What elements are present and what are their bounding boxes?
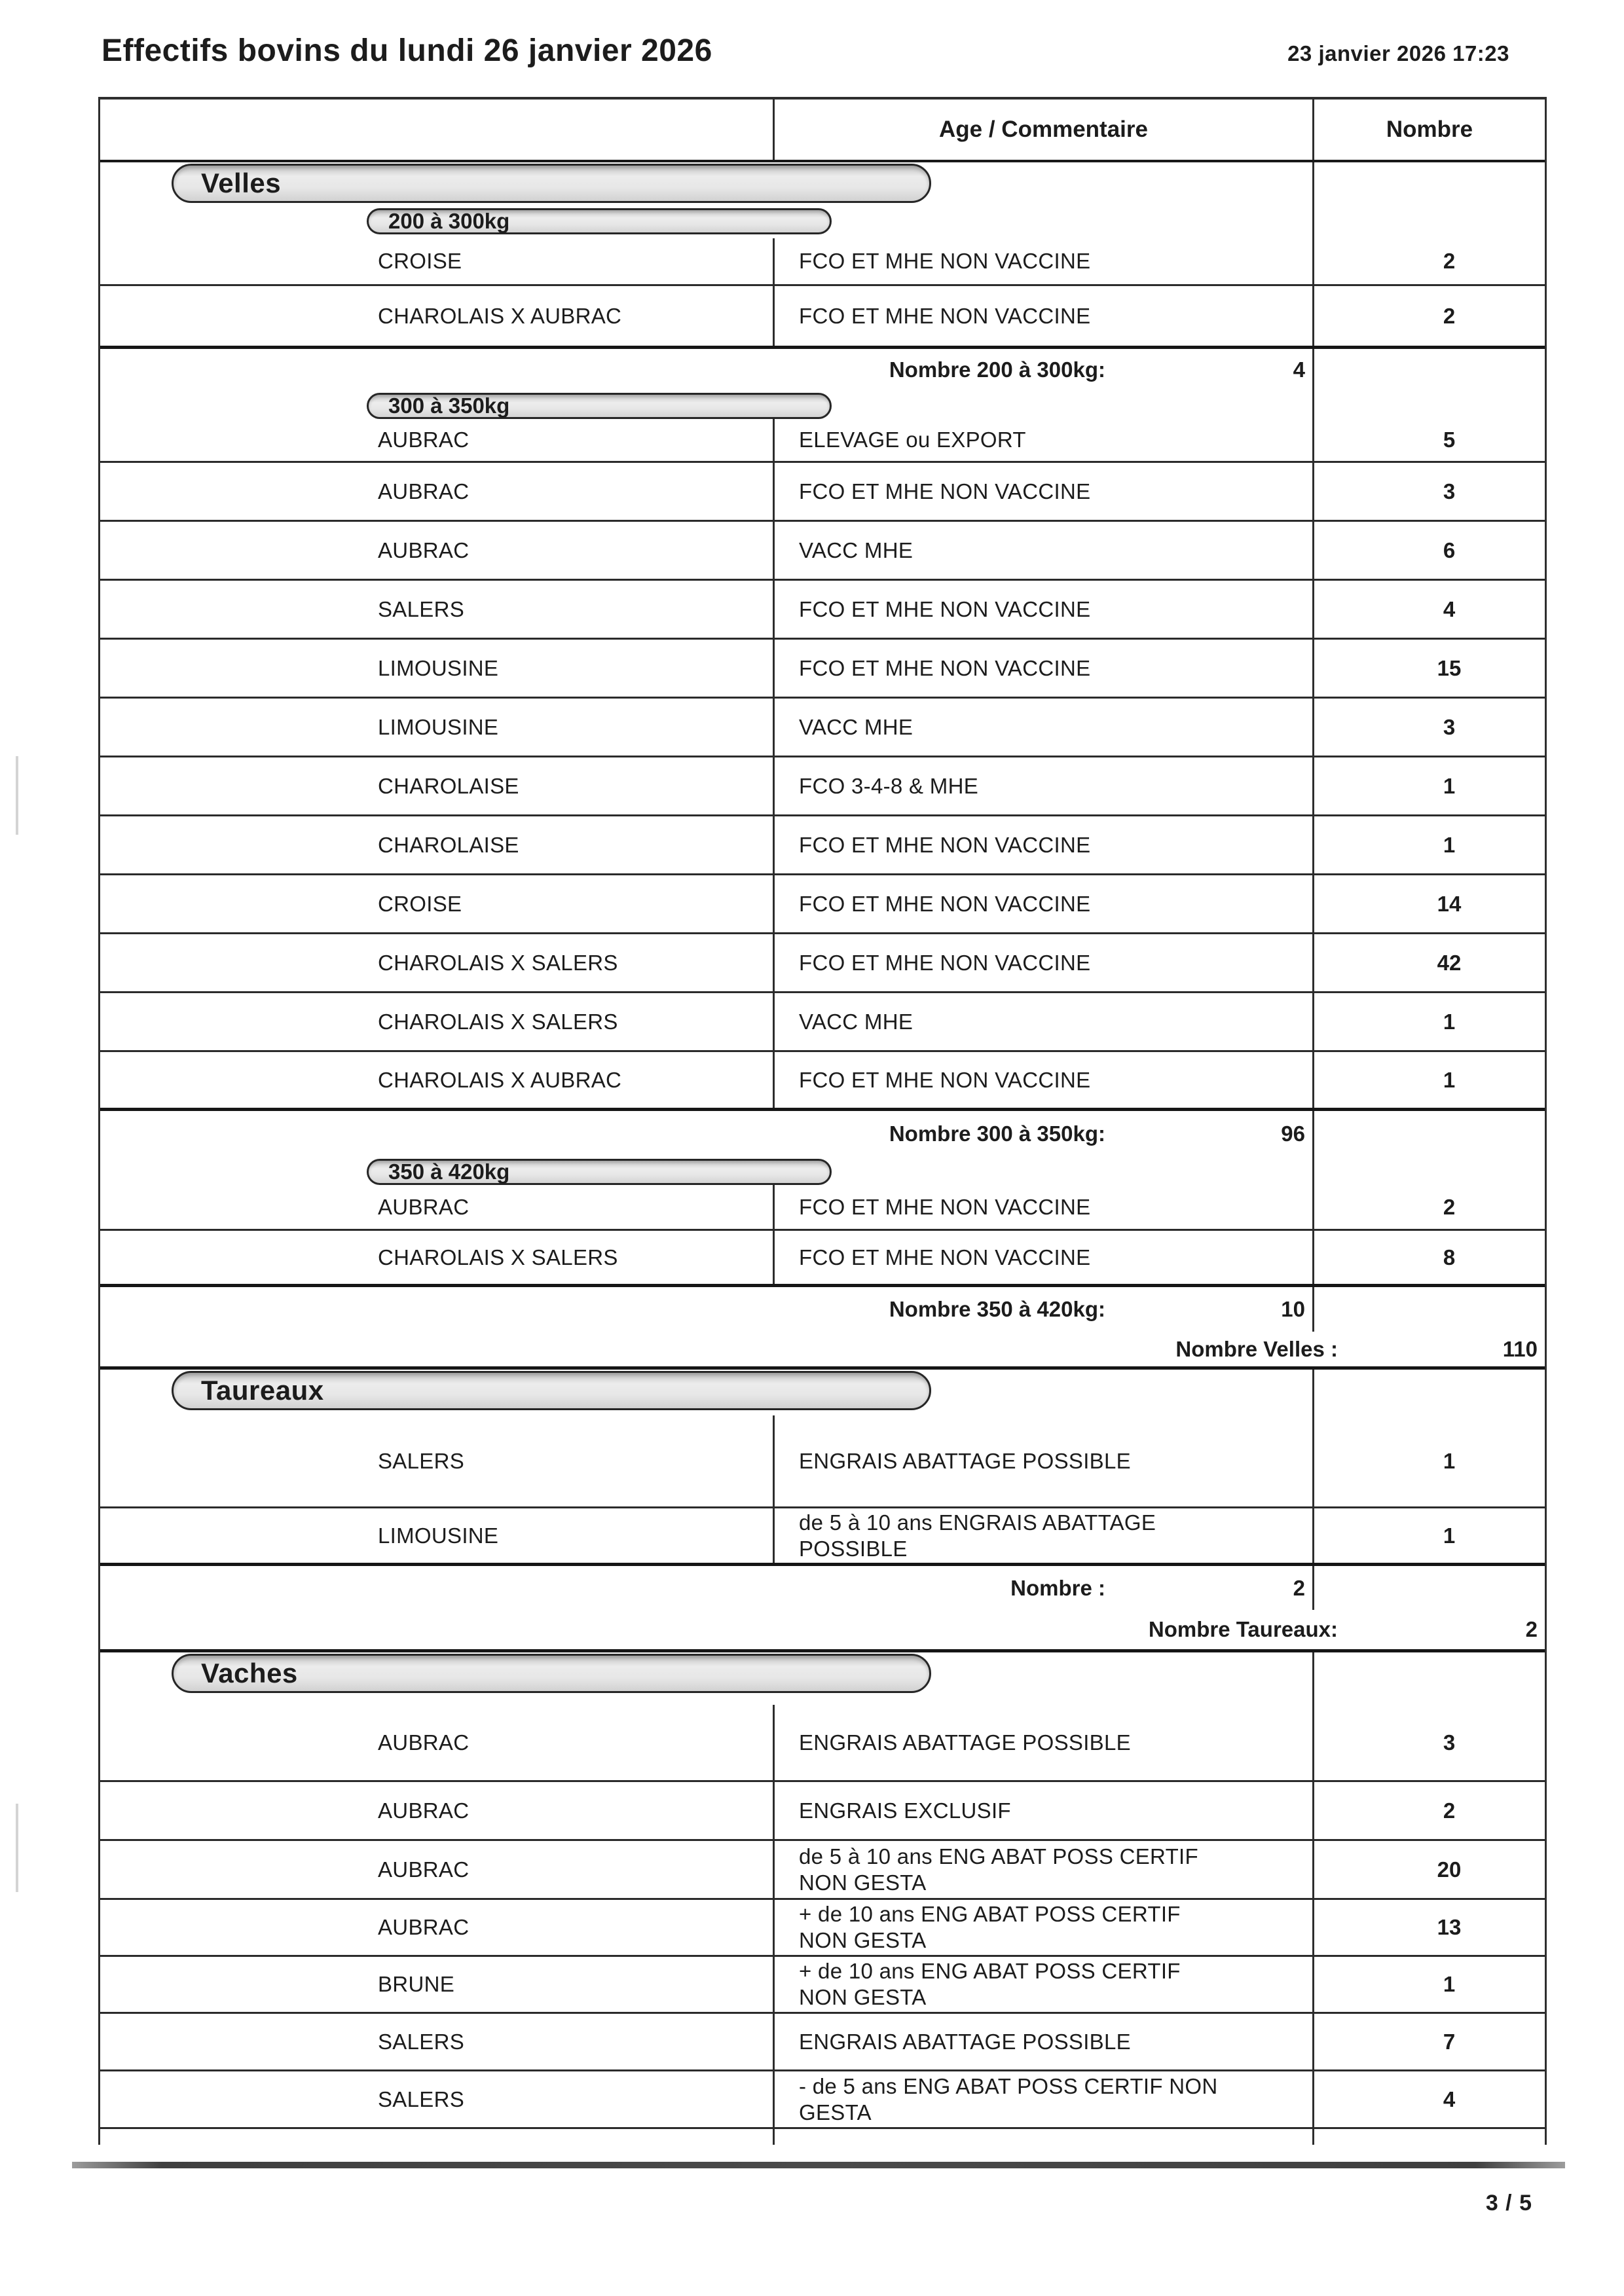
table-row bbox=[100, 419, 1545, 463]
count-cell: 13 bbox=[1312, 1900, 1545, 1955]
count-cell-empty bbox=[1312, 1287, 1545, 1332]
subtotal-row bbox=[100, 1566, 1545, 1610]
breed-cell: AUBRAC bbox=[378, 1915, 470, 1939]
page-number: 3 / 5 bbox=[1485, 2191, 1532, 2215]
header-cell-count: Nombre bbox=[1312, 100, 1545, 160]
breed-cell: AUBRAC bbox=[378, 1857, 470, 1882]
count-cell-empty bbox=[1312, 1566, 1545, 1610]
comment-cell: ENGRAIS EXCLUSIF bbox=[773, 1782, 1312, 1839]
breed-cell: AUBRAC bbox=[378, 479, 470, 503]
table-row bbox=[100, 993, 1545, 1052]
count-cell: 1 bbox=[1312, 816, 1545, 873]
subtotal-row bbox=[100, 1332, 1545, 1370]
comment-cell: VACC MHE bbox=[773, 993, 1312, 1050]
page-title: Effectifs bovins du lundi 26 janvier 2026 bbox=[101, 33, 712, 68]
breed-cell: AUBRAC bbox=[378, 1194, 470, 1219]
count-cell-empty bbox=[1312, 1370, 1545, 1415]
breed-cell: CROISE bbox=[378, 249, 462, 273]
breed-cell: AUBRAC bbox=[378, 538, 470, 562]
print-timestamp: 23 janvier 2026 17:23 bbox=[1287, 41, 1509, 65]
table-row bbox=[100, 1508, 1545, 1566]
count-cell: 2 bbox=[1312, 1185, 1545, 1229]
breed-cell: CHAROLAIS X SALERS bbox=[378, 1245, 618, 1269]
stub-cell bbox=[773, 2129, 1312, 2145]
breed-cell: CHAROLAISE bbox=[378, 832, 519, 857]
comment-cell: FCO ET MHE NON VACCINE bbox=[773, 875, 1312, 932]
subtotal-cell bbox=[100, 1332, 1545, 1366]
subtotal-row bbox=[100, 1287, 1545, 1332]
section-pill: Velles bbox=[172, 164, 931, 203]
table-row bbox=[100, 1841, 1545, 1900]
subtotal-row bbox=[100, 349, 1545, 390]
section-header-row bbox=[100, 390, 1545, 419]
breed-cell: AUBRAC bbox=[378, 428, 470, 452]
breed-cell: LIMOUSINE bbox=[378, 714, 499, 739]
breed-cell: AUBRAC bbox=[378, 1730, 470, 1755]
subtotal-value: 2 bbox=[1525, 1617, 1538, 1641]
scan-artifact bbox=[16, 1804, 18, 1892]
breed-cell: CHAROLAIS X AUBRAC bbox=[378, 1067, 622, 1092]
comment-cell: FCO ET MHE NON VACCINE bbox=[773, 1185, 1312, 1229]
breed-cell: CHAROLAIS X SALERS bbox=[378, 1009, 618, 1034]
subtotal-value: 2 bbox=[1293, 1575, 1305, 1600]
count-cell: 1 bbox=[1312, 1957, 1545, 2012]
subtotal-cell bbox=[100, 1287, 1312, 1332]
subtotal-value: 110 bbox=[1502, 1336, 1538, 1361]
table-row bbox=[100, 581, 1545, 640]
breed-cell: SALERS bbox=[378, 2029, 465, 2054]
comment-cell: FCO ET MHE NON VACCINE bbox=[773, 1231, 1312, 1284]
comment-cell: FCO ET MHE NON VACCINE bbox=[773, 286, 1312, 346]
table-row bbox=[100, 1415, 1545, 1508]
comment-cell: de 5 à 10 ans ENGRAIS ABATTAGE POSSIBLE bbox=[773, 1508, 1312, 1563]
subtotal-cell bbox=[100, 1111, 1312, 1156]
section-pill: Taureaux bbox=[172, 1371, 931, 1410]
section-header-cell bbox=[100, 1156, 1312, 1185]
section-header-cell bbox=[100, 1652, 1312, 1705]
subtotal-label: Nombre : bbox=[1010, 1575, 1105, 1600]
count-cell: 1 bbox=[1312, 993, 1545, 1050]
subtotal-cell bbox=[100, 1610, 1545, 1649]
table-row bbox=[100, 1900, 1545, 1957]
table-row bbox=[100, 1705, 1545, 1782]
count-cell-empty bbox=[1312, 162, 1545, 206]
count-cell: 3 bbox=[1312, 463, 1545, 520]
subtotal-value: 10 bbox=[1281, 1297, 1305, 1321]
subtotal-label: Nombre 300 à 350kg: bbox=[889, 1121, 1105, 1146]
table-row bbox=[100, 816, 1545, 875]
breed-cell: AUBRAC bbox=[378, 1798, 470, 1823]
count-cell: 20 bbox=[1312, 1841, 1545, 1898]
comment-cell: VACC MHE bbox=[773, 699, 1312, 756]
count-cell-empty bbox=[1312, 1111, 1545, 1156]
count-cell: 6 bbox=[1312, 522, 1545, 579]
subtotal-label: Nombre Velles : bbox=[1175, 1336, 1338, 1361]
table-row bbox=[100, 238, 1545, 286]
count-cell: 3 bbox=[1312, 699, 1545, 756]
table-row bbox=[100, 1782, 1545, 1841]
section-header-row bbox=[100, 1156, 1545, 1185]
table-row bbox=[100, 1957, 1545, 2014]
table-row bbox=[100, 286, 1545, 349]
table-row bbox=[100, 2014, 1545, 2071]
stub-cell bbox=[100, 2129, 773, 2145]
comment-cell: FCO ET MHE NON VACCINE bbox=[773, 1052, 1312, 1108]
table-header-row bbox=[100, 100, 1545, 162]
breed-cell: CHAROLAISE bbox=[378, 773, 519, 798]
table-row bbox=[100, 522, 1545, 581]
subtotal-label: Nombre 350 à 420kg: bbox=[889, 1297, 1105, 1321]
footer-rule bbox=[72, 2162, 1565, 2168]
table-row bbox=[100, 875, 1545, 934]
count-cell: 4 bbox=[1312, 2071, 1545, 2127]
comment-cell: FCO ET MHE NON VACCINE bbox=[773, 934, 1312, 991]
count-cell: 2 bbox=[1312, 1782, 1545, 1839]
count-cell: 3 bbox=[1312, 1705, 1545, 1780]
comment-cell: FCO ET MHE NON VACCINE bbox=[773, 816, 1312, 873]
comment-cell: FCO ET MHE NON VACCINE bbox=[773, 463, 1312, 520]
section-header-cell bbox=[100, 162, 1312, 206]
comment-cell: ENGRAIS ABATTAGE POSSIBLE bbox=[773, 1415, 1312, 1506]
subtotal-label: Nombre Taureaux: bbox=[1148, 1617, 1338, 1641]
breed-cell: SALERS bbox=[378, 1448, 465, 1473]
document-header bbox=[101, 33, 1509, 69]
table-row bbox=[100, 757, 1545, 816]
comment-cell: ENGRAIS ABATTAGE POSSIBLE bbox=[773, 1705, 1312, 1780]
count-cell: 5 bbox=[1312, 419, 1545, 461]
breed-cell: SALERS bbox=[378, 596, 465, 621]
count-cell-empty bbox=[1312, 1156, 1545, 1185]
section-header-row bbox=[100, 1370, 1545, 1415]
count-cell: 1 bbox=[1312, 757, 1545, 814]
table-row bbox=[100, 640, 1545, 699]
comment-cell: FCO ET MHE NON VACCINE bbox=[773, 238, 1312, 284]
table-row bbox=[100, 463, 1545, 522]
table-body bbox=[100, 162, 1545, 2129]
breed-cell: LIMOUSINE bbox=[378, 1523, 499, 1548]
table-row bbox=[100, 2071, 1545, 2129]
stub-cell bbox=[1312, 2129, 1545, 2145]
section-header-cell bbox=[100, 206, 1312, 238]
cattle-table bbox=[98, 97, 1547, 2145]
count-cell: 7 bbox=[1312, 2014, 1545, 2069]
count-cell: 4 bbox=[1312, 581, 1545, 638]
weight-pill: 350 à 420kg bbox=[367, 1159, 832, 1185]
table-row bbox=[100, 934, 1545, 993]
header-cell-age-comment: Age / Commentaire bbox=[773, 100, 1312, 160]
table-cutoff-stub bbox=[100, 2129, 1545, 2145]
table-row bbox=[100, 1231, 1545, 1287]
weight-pill: 300 à 350kg bbox=[367, 393, 832, 419]
count-cell-empty bbox=[1312, 206, 1545, 238]
table-row bbox=[100, 1185, 1545, 1231]
section-header-cell bbox=[100, 1370, 1312, 1415]
count-cell: 1 bbox=[1312, 1508, 1545, 1563]
section-pill: Vaches bbox=[172, 1654, 931, 1693]
count-cell: 15 bbox=[1312, 640, 1545, 697]
count-cell: 14 bbox=[1312, 875, 1545, 932]
count-cell: 2 bbox=[1312, 286, 1545, 346]
count-cell: 42 bbox=[1312, 934, 1545, 991]
header-cell-empty bbox=[100, 100, 773, 160]
comment-cell: ELEVAGE ou EXPORT bbox=[773, 419, 1312, 461]
subtotal-value: 96 bbox=[1281, 1121, 1305, 1146]
comment-cell: ENGRAIS ABATTAGE POSSIBLE bbox=[773, 2014, 1312, 2069]
count-cell: 8 bbox=[1312, 1231, 1545, 1284]
section-header-row bbox=[100, 1652, 1545, 1705]
comment-cell: FCO ET MHE NON VACCINE bbox=[773, 581, 1312, 638]
comment-cell: + de 10 ans ENG ABAT POSS CERTIF NON GESTA bbox=[773, 1900, 1312, 1955]
breed-cell: CHAROLAIS X SALERS bbox=[378, 950, 618, 975]
subtotal-row bbox=[100, 1111, 1545, 1156]
subtotal-label: Nombre 200 à 300kg: bbox=[889, 357, 1105, 382]
breed-cell: CROISE bbox=[378, 891, 462, 916]
table-row bbox=[100, 699, 1545, 757]
count-cell: 1 bbox=[1312, 1415, 1545, 1506]
section-header-cell bbox=[100, 390, 1312, 419]
subtotal-value: 4 bbox=[1293, 357, 1305, 382]
subtotal-cell bbox=[100, 349, 1312, 390]
count-cell-empty bbox=[1312, 390, 1545, 419]
count-cell-empty bbox=[1312, 349, 1545, 390]
count-cell: 1 bbox=[1312, 1052, 1545, 1108]
breed-cell: CHAROLAIS X AUBRAC bbox=[378, 303, 622, 328]
section-header-row bbox=[100, 162, 1545, 206]
count-cell: 2 bbox=[1312, 238, 1545, 284]
scan-artifact bbox=[16, 756, 18, 835]
comment-cell: FCO ET MHE NON VACCINE bbox=[773, 640, 1312, 697]
weight-pill: 200 à 300kg bbox=[367, 208, 832, 234]
comment-cell: FCO 3-4-8 & MHE bbox=[773, 757, 1312, 814]
comment-cell: VACC MHE bbox=[773, 522, 1312, 579]
section-header-row bbox=[100, 206, 1545, 238]
breed-cell: LIMOUSINE bbox=[378, 655, 499, 680]
breed-cell: SALERS bbox=[378, 2086, 465, 2111]
table-row bbox=[100, 1052, 1545, 1111]
breed-cell: BRUNE bbox=[378, 1972, 455, 1996]
comment-cell: + de 10 ans ENG ABAT POSS CERTIF NON GESTA bbox=[773, 1957, 1312, 2012]
subtotal-cell bbox=[100, 1566, 1312, 1610]
count-cell-empty bbox=[1312, 1652, 1545, 1705]
comment-cell: - de 5 ans ENG ABAT POSS CERTIF NON GESTA bbox=[773, 2071, 1312, 2127]
subtotal-row bbox=[100, 1610, 1545, 1652]
comment-cell: de 5 à 10 ans ENG ABAT POSS CERTIF NON GESTA bbox=[773, 1841, 1312, 1898]
